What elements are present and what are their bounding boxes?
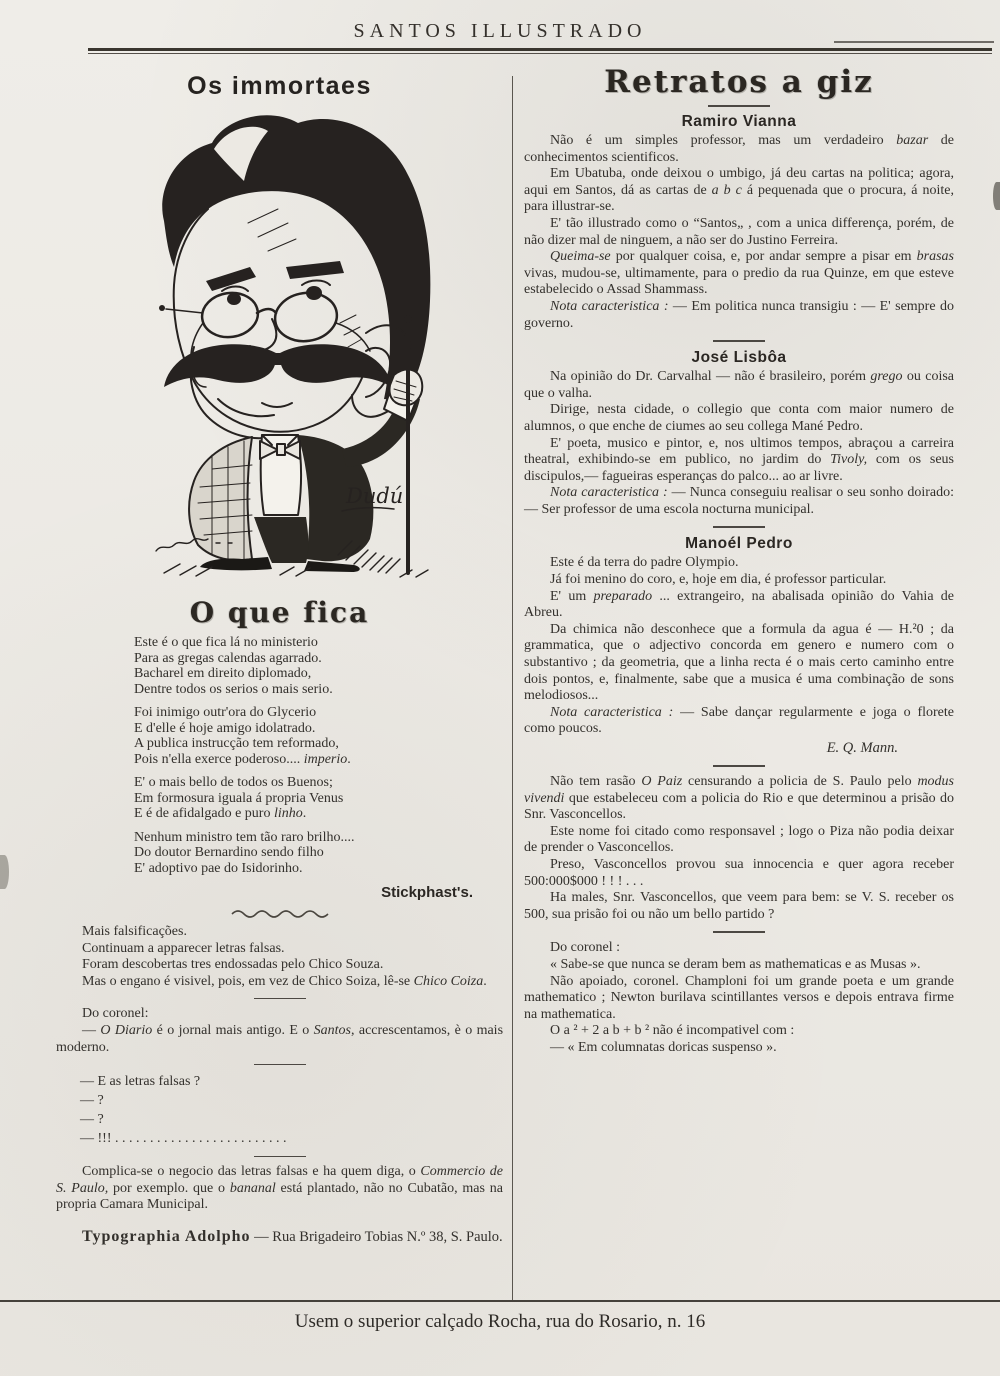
dialogue-block: [80, 1072, 503, 1148]
left-column: [56, 62, 503, 1247]
scan-artifact-line: [834, 41, 994, 43]
paragraph: Este nome foi citado como responsavel ; logo o Piza não podia deixar de prender o Vasconcellos.: [524, 823, 954, 856]
section-heading-pedro: Manoél Pedro: [685, 535, 793, 553]
dialogue-line: — ?: [80, 1093, 104, 1109]
dialogue-line: — !!! . . . . . . . . . . . . . . . . . . . . . . . . .: [80, 1131, 287, 1147]
dialogue-line: — ?: [80, 1112, 104, 1128]
dialogue-line: — E as letras falsas ?: [80, 1074, 201, 1090]
scan-smudge: [993, 182, 1000, 210]
poem-stanza: [134, 830, 503, 877]
paragraph: Dirige, nesta cidade, o collegio que conta com maior numero de alumnos, o que enche de ciumes ao seu collega Mané Pedro.: [524, 402, 954, 434]
cane-knob: [399, 292, 417, 310]
paragraph: Complica-se o negocio das letras falsas e ha quem diga, o Commercio de S. Paulo, por exemplo. que o bananal está plantado, não no Cubatão, mas na propria Camara Municipal.: [56, 1164, 503, 1213]
shoe-right: [304, 561, 360, 572]
paragraph: Do coronel:: [82, 1006, 149, 1022]
paragraph: Já foi menino do coro, e, hoje em dia, é professor particular.: [550, 572, 887, 588]
right-column: [524, 62, 954, 1057]
poem-line: Este é o que fica lá no ministerio: [134, 635, 318, 650]
rule-thin: [88, 53, 992, 54]
paragraph: E' poeta, musico e pintor, e, nos ultimos tempos, abraçou a carreira theatral, exhibindo-se em publico, no jardim do Tivoly, com os seus discipulos,— fagueiras esperanças do palco... ao ar livre.: [524, 435, 954, 484]
mustache-right: [280, 344, 392, 387]
paragraph: Mais falsificações.: [82, 924, 187, 939]
forehead-hatch: [248, 209, 296, 251]
illustrator-signature: Dudú: [346, 484, 404, 508]
coat-left-checkered: [189, 437, 252, 560]
wavy-divider: [230, 908, 330, 918]
poem-line: Dentre todos os serios o mais serio.: [134, 681, 333, 697]
paragraph: Em Ubatuba, onde deixou o umbigo, já deu cartas na politica; agora, aqui em Santos, dá as cartas de a b c á pequenada que o procura, á noite, para illustrar-se.: [524, 166, 954, 215]
section-heading-lisboa: José Lisbôa: [691, 349, 787, 367]
section-divider: [713, 931, 765, 933]
caricature-drawing: [100, 103, 480, 583]
chin-line: [218, 399, 274, 416]
bow-tie-knot: [277, 444, 285, 455]
poem-o-que-fica: [134, 635, 503, 876]
title-underline-rule: [708, 105, 770, 107]
paragraph: E' tão illustrado como o “Santos„ , com a unica differença, porém, de não dizer mal de ninguem, a não ser do Justino Ferreira.: [524, 215, 954, 248]
rule-thick: [88, 48, 992, 51]
masthead-double-rule: [88, 48, 992, 54]
poem-line: E d'elle é hoje amigo idolatrado.: [134, 720, 316, 736]
mustache-center: [270, 353, 286, 365]
scan-smudge: [0, 855, 9, 889]
section-divider: [254, 1156, 306, 1157]
column-divider-rule: [512, 76, 513, 1302]
section-divider: [713, 340, 765, 342]
section-divider: [713, 526, 765, 528]
section-divider: [254, 998, 306, 999]
poem-line: Do doutor Bernardino sendo filho: [134, 845, 324, 860]
footer-ad-text: Usem o superior calçado Rocha, rua do Rosario, n. 16: [294, 1311, 706, 1332]
section-divider: [713, 765, 765, 767]
section-heading-ramiro: Ramiro Vianna: [681, 113, 797, 130]
paragraph: Queima-se por qualquer coisa, e, por andar sempre a pisar em brasas vivas, mudou-se, ultimamente, para o predio da rua Quinze, em que esteve estabelecido o Assad Shammass.: [524, 249, 954, 298]
poem-line: A publica instrucção tem reformado,: [134, 736, 339, 751]
article-title-immortaes: Os immortaes: [187, 72, 372, 100]
poem-stanza: [134, 635, 503, 697]
paragraph: O a ² + 2 a b + b ² não é incompativel com :: [550, 1023, 795, 1039]
poem-stanza: [134, 775, 503, 822]
paragraph: « Sabe-se que nunca se deram bem as mathematicas e as Musas ».: [550, 956, 921, 972]
paragraph: Continuam a apparecer letras falsas.: [82, 940, 285, 956]
trousers: [254, 517, 308, 563]
glasses-handle-tip: [159, 305, 165, 311]
paragraph: Não é um simples professor, mas um verdadeiro bazar de conhecimentos scientificos.: [524, 133, 954, 165]
eyelid-right: [302, 281, 330, 286]
poem-line: Foi inimigo outr'ora do Glycerio: [134, 705, 317, 720]
article-title-retratos: Retratos a giz: [604, 64, 874, 100]
poem-line: Pois n'ella exerce poderoso.... imperio.: [134, 751, 351, 767]
paragraph: Este é da terra do padre Olympio.: [550, 555, 739, 571]
typographia-ad: Typographia Adolpho — Rua Brigadeiro Tobias N.º 38, S. Paulo.: [82, 1227, 503, 1245]
footer-rule: [0, 1300, 1000, 1302]
paragraph: Nota caracteristica : — Nunca conseguiu realisar o seu sonho doirado: — Ser professor de uma escola nocturna municipal.: [524, 485, 954, 517]
paragraph: Nota caracteristica : — Sabe dançar regularmente e joga o florete como poucos.: [524, 704, 954, 737]
paragraph: — O Diario é o jornal mais antigo. E o Santos, accrescentamos, è o mais moderno.: [56, 1022, 504, 1055]
paragraph: Foram descobertas tres endossadas pelo Chico Souza.: [82, 957, 384, 973]
poem-title: O que fica: [189, 596, 370, 629]
paragraph: Mas o engano é visivel, pois, em vez de Chico Soiza, lê-se Chico Coiza.: [82, 973, 487, 989]
poem-line: E' adoptivo pae do Isidorinho.: [134, 860, 303, 876]
footer: [0, 1300, 1000, 1333]
poem-stanza: [134, 705, 503, 767]
poem-line: Em formosura iguala á propria Venus: [134, 790, 344, 806]
caricature-illustration: [100, 103, 480, 588]
poem-line: Nenhum ministro tem tão raro brilho....: [134, 829, 355, 845]
paragraph: Nota caracteristica : — Em politica nunca transigiu : — E' sempre do governo.: [524, 298, 954, 331]
glasses-handle: [166, 309, 203, 313]
eyelid-left: [222, 287, 248, 292]
paragraph: Na opinião do Dr. Carvalhal — não é brasileiro, porém grego ou coisa que o valha.: [524, 369, 954, 401]
poem-line: Para as gregas calendas agarrado.: [134, 650, 322, 666]
paragraph: Ha males, Snr. Vasconcellos, que veem para bem: se V. S. receber os 500, sua prisão foi ou não um bello partido ?: [524, 890, 954, 922]
eyebrow-right: [286, 261, 344, 279]
cheek-hatch: [340, 315, 362, 347]
paragraph: Não apoiado, coronel. Champloni foi um grande poeta e um grande mathematico ; Newton burilava scintillantes versos e depois entrava firme na mathematica.: [524, 973, 954, 1022]
paragraph: Da chimica não desconhece que a formula da agua é — H.²0 ; da grammatica, que o adjectivo concorda em genero e numero com o substantivo ; da geometria, que a linha recta é o mais certo caminho entre dois pontos, e, finalmente, sabe que a musica é uma combinação de sons melodiosos...: [524, 621, 954, 704]
paragraph: Preso, Vasconcellos provou sua innocencia e quer agora receber 500:000$000 ! ! ! . . .: [524, 856, 954, 889]
masthead-title: SANTOS ILLUSTRADO: [353, 20, 647, 42]
poem-line: E' o mais bello de todos os Buenos;: [134, 775, 333, 790]
poem-line: Bacharel em direito diplomado,: [134, 666, 312, 681]
lip-shadow: [262, 403, 292, 407]
two-column-layout: [0, 62, 1000, 1247]
author-signature: E. Q. Mann.: [826, 740, 898, 756]
poem-line: E é de afidalgado e puro linho.: [134, 806, 307, 821]
paragraph: E' um preparado ... extrangeiro, na abalisada opinião do Vahia de Abreu.: [524, 588, 955, 621]
paragraph: Não tem rasão O Paiz censurando a policia de S. Paulo pelo modus vivendi que estabeleceu com a policia do Rio e que determinou a prisão do Snr. Vasconcellos.: [524, 774, 954, 823]
paragraph: — « Em columnatas doricas suspenso ».: [550, 1039, 777, 1055]
paragraph: Do coronel :: [550, 940, 620, 956]
poem-signature: Stickphast's.: [381, 884, 473, 901]
section-divider: [254, 1064, 306, 1065]
